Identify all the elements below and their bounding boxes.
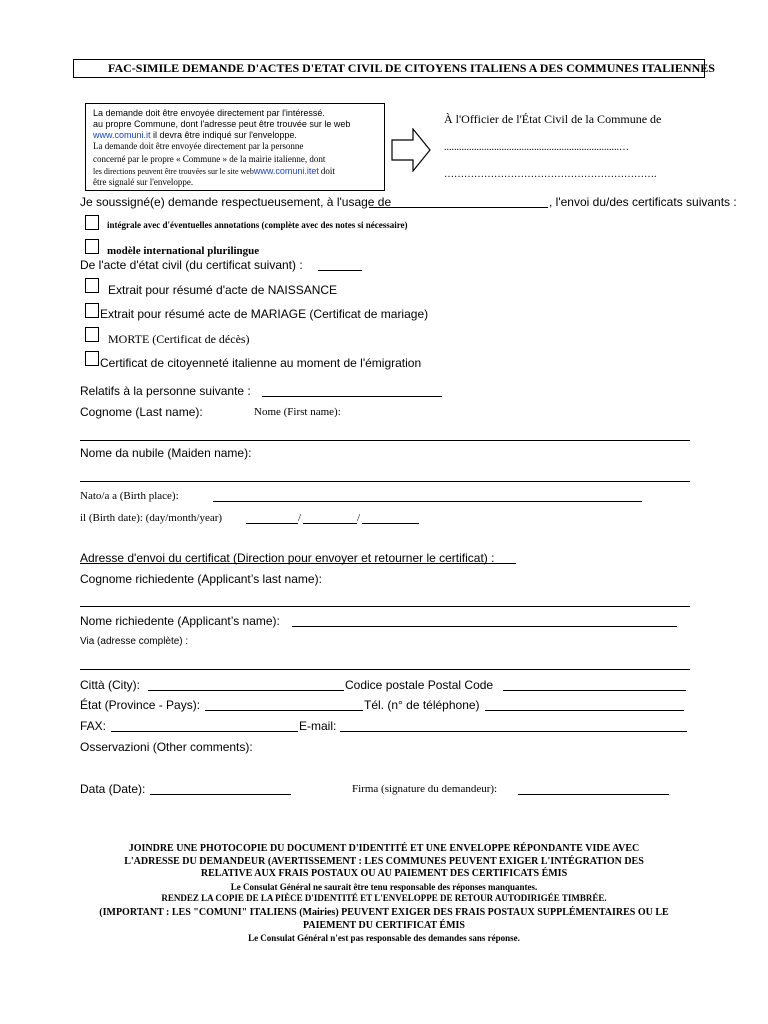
via-label: Via (adresse complète) : [80, 636, 189, 647]
footer-notice-1 [60, 843, 708, 881]
maiden-name-field[interactable] [80, 481, 690, 482]
postal-code-label: Codice postale Postal Code [345, 678, 494, 692]
footer-notice-1-line-1: JOINDRE UNE PHOTOCOPIE DU DOCUMENT D'IDENTITÉ ET UNE ENVELOPPE RÉPONDANTE VIDE AVEC [128, 843, 640, 854]
checkbox-mariage[interactable] [85, 303, 99, 318]
applicant-last-name-label: Cognome richiedente (Applicant’s last name): [80, 572, 322, 586]
state-field[interactable] [205, 710, 363, 711]
checkbox-deces[interactable] [85, 327, 99, 342]
note-line-6-pre: les directions peuvent être trouvées sur le site web [93, 167, 254, 176]
fax-label: FAX: [80, 719, 107, 733]
applicant-name-label: Nome richiedente (Applicant’s name): [80, 614, 280, 628]
date-separator-1: / [298, 512, 302, 524]
footer-notice-4 [60, 907, 708, 932]
checkbox-integrale[interactable] [85, 215, 99, 230]
postal-code-field[interactable] [503, 690, 686, 691]
birth-month-field[interactable] [303, 523, 357, 524]
usage-field[interactable] [369, 207, 548, 208]
comments-label: Osservazioni (Other comments): [80, 740, 253, 754]
comuni-link-2[interactable]: www.comuni.itet [253, 166, 319, 176]
footer-notice-3: RENDEZ LA COPIE DE LA PIÈCE D'IDENTITÉ ET L'ENVELOPPE DE RETOUR AUTODIRIGÉE TIMBRÉE. [161, 893, 607, 903]
note-line-1: La demande doit être envoyée directement par l'intéressé. [93, 108, 325, 118]
signature-label: Firma (signature du demandeur): [352, 783, 498, 795]
option-mariage: Extrait pour résumé acte de MARIAGE (Certificat de mariage) [100, 307, 429, 321]
birth-place-field[interactable] [213, 501, 642, 502]
date-label: Data (Date): [80, 782, 146, 796]
option-citoyennete: Certificat de citoyenneté italienne au moment de l'émigration [100, 356, 422, 370]
footer-notice-4-line-2: PAIEMENT DU CERTIFICAT ÉMIS [303, 919, 465, 931]
tel-label: Tél. (n° de téléphone) [364, 698, 480, 712]
note-line-6-rest: doit [320, 166, 335, 176]
checkbox-plurilingue[interactable] [85, 239, 99, 254]
note-line-6 [93, 166, 335, 176]
cognome-label: Cognome (Last name): [80, 405, 203, 419]
birth-date-label: il (Birth date): (day/month/year) [80, 512, 223, 524]
tel-field[interactable] [485, 710, 684, 711]
arrow-right-icon [391, 128, 431, 172]
address-label: Adresse d'envoi du certificat (Direction pour envoyer et retourner le certificat) : [80, 551, 495, 565]
note-line-3-rest: il devra être indiqué sur l'enveloppe. [153, 130, 297, 140]
fax-field[interactable] [111, 731, 298, 732]
note-line-3 [93, 130, 297, 140]
request-line-post: , l'envoi du/des certificats suivants : [549, 195, 737, 209]
applicant-last-name-field[interactable] [80, 606, 690, 607]
footer-notice-1-line-3: RELATIVE AUX FRAIS POSTAUX OU AU PAIEMENT DES CERTIFICATS ÉMIS [200, 868, 568, 879]
note-line-7: être signalé sur l'enveloppe. [93, 177, 194, 187]
nome-label: Nome (First name): [254, 406, 341, 418]
request-line-pre: Je soussigné(e) demande respectueusement, à l'usage de [80, 195, 392, 209]
footer-notice-4-line-1: (IMPORTANT : LES "COMUNI" ITALIENS (Mairies) PEUVENT EXIGER DES FRAIS POSTAUX SUPPLÉMENTAIRES OU LE [99, 907, 669, 918]
date-separator-2: / [357, 512, 361, 524]
person-underline [262, 396, 442, 397]
footer-notice-5: Le Consulat Général n'est pas responsable des demandes sans réponse. [248, 933, 520, 943]
person-label: Relatifs à la personne suivante : [80, 384, 251, 398]
addressee-dots-1: ......................................................................… [444, 142, 629, 153]
signature-field[interactable] [518, 794, 669, 795]
city-field[interactable] [148, 690, 344, 691]
note-line-5: concerné par le propre « Commune » de la mairie italienne, dont [93, 154, 326, 164]
applicant-name-field[interactable] [292, 626, 677, 627]
email-label: E-mail: [299, 719, 337, 733]
via-field[interactable] [80, 669, 690, 670]
date-field[interactable] [150, 794, 291, 795]
city-label: Città (City): [80, 678, 140, 692]
birth-day-field[interactable] [246, 523, 298, 524]
option-plurilingue: modèle international plurilingue [107, 245, 260, 257]
note-line-2: au propre Commune, dont l'adresse peut être trouvée sur le web [93, 119, 351, 129]
footer-notice-2: Le Consulat Général ne saurait être tenu responsable des réponses manquantes. [230, 882, 538, 892]
acte-label: De l'acte d'état civil (du certificat suivant) : [80, 258, 303, 272]
addressee-label: À l'Officier de l'État Civil de la Commune de [444, 112, 662, 126]
birth-place-label: Nato/a a (Birth place): [80, 490, 179, 502]
acte-underline [318, 270, 362, 271]
checkbox-citoyennete[interactable] [85, 351, 99, 366]
note-line-4: La demande doit être envoyée directement par la personne [93, 141, 304, 151]
footer-notice-1-line-2: L'ADRESSE DU DEMANDEUR (AVERTISSEMENT : LES COMMUNES PEUVENT EXIGER L'INTÉGRATION DES [124, 855, 644, 867]
name-field[interactable] [80, 440, 690, 441]
email-field[interactable] [340, 731, 687, 732]
birth-year-field[interactable] [362, 523, 419, 524]
document-title: FAC-SIMILE DEMANDE D'ACTES D'ETAT CIVIL DE CITOYENS ITALIENS A DES COMMUNES ITALIENNES [108, 61, 715, 75]
maiden-label: Nome da nubile (Maiden name): [80, 446, 252, 460]
addressee-dots-2: ………………………………………………………. [444, 169, 657, 180]
checkbox-naissance[interactable] [85, 278, 99, 293]
option-integrale: intégrale avec d'éventuelles annotations (complète avec des notes si nécessaire) [107, 220, 408, 230]
option-naissance: Extrait pour résumé d'acte de NAISSANCE [108, 283, 338, 297]
comuni-link[interactable]: www.comuni.it [93, 130, 151, 140]
state-label: État (Province - Pays): [80, 698, 201, 712]
option-deces: MORTE (Certificat de décès) [108, 332, 250, 346]
address-label-underline [80, 563, 516, 564]
